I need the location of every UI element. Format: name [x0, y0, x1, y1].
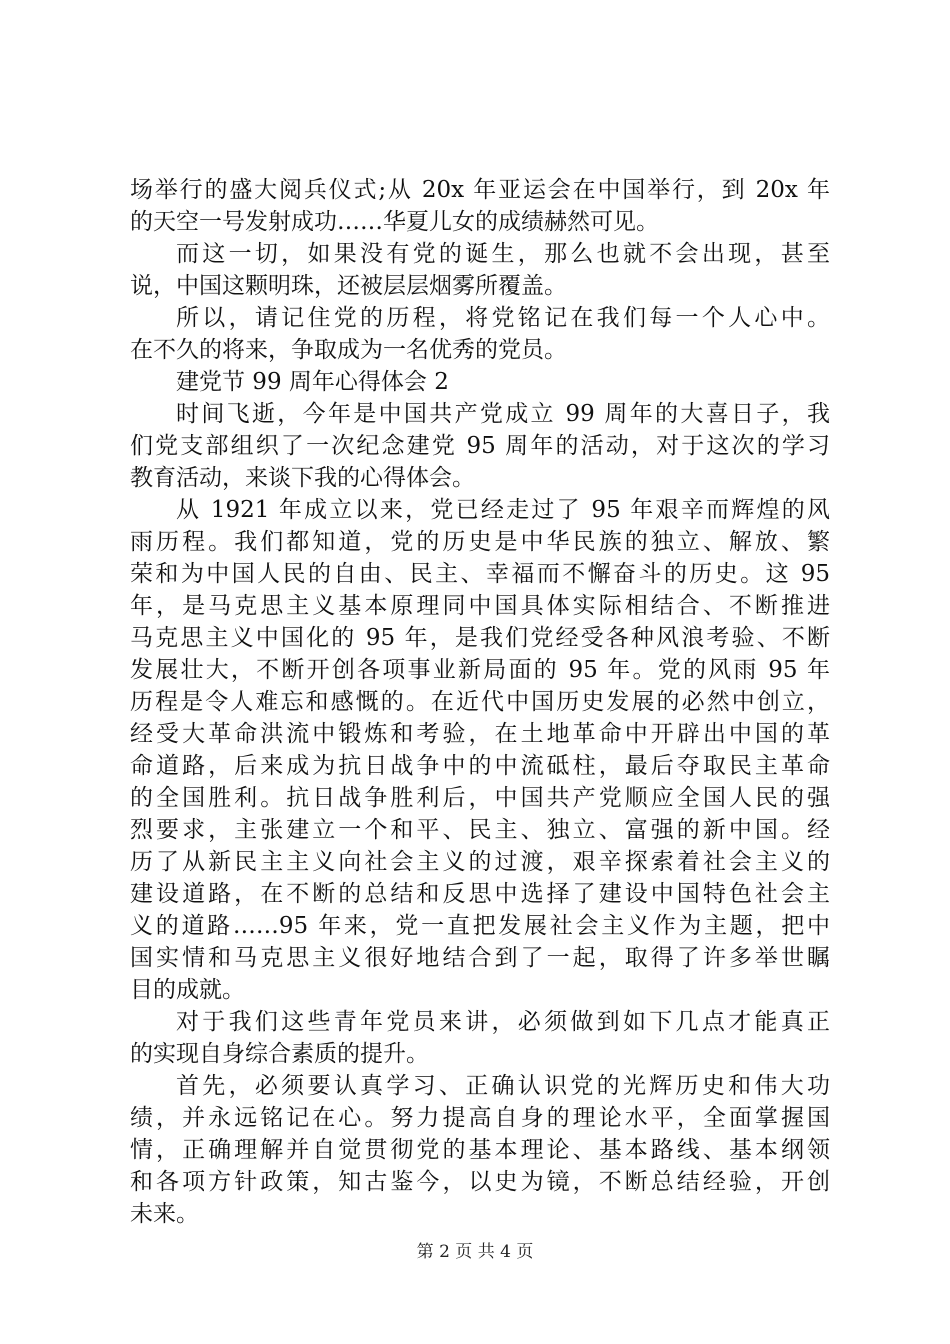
text-line: 荣和为中国人民的自由、民主、幸福而不懈奋斗的历史。这 95	[130, 561, 830, 587]
text-line: 发展壮大，不断开创各项事业新局面的 95 年。党的风雨 95 年	[130, 657, 830, 683]
text-line: 所以，请记住党的历程，将党铭记在我们每一个人心中。	[176, 305, 830, 331]
text-line: 义的道路……95 年来，党一直把发展社会主义作为主题，把中	[130, 913, 830, 939]
text-line: 从 1921 年成立以来，党已经走过了 95 年艰辛而辉煌的风	[176, 497, 830, 523]
text-line: 时间飞逝，今年是中国共产党成立 99 周年的大喜日子，我	[176, 401, 830, 427]
text-line: 烈要求，主张建立一个和平、民主、独立、富强的新中国。经	[130, 817, 830, 843]
text-line: 历了从新民主主义向社会主义的过渡，艰辛探索着社会主义的	[130, 849, 830, 875]
text-line: 经受大革命洪流中锻炼和考验，在土地革命中开辟出中国的革	[130, 721, 830, 747]
page-footer: 第 2 页 共 4 页	[416, 1242, 534, 1262]
text-line: 绩，并永远铭记在心。努力提高自身的理论水平，全面掌握国	[130, 1105, 830, 1131]
text-line: 说，中国这颗明珠，还被层层烟雾所覆盖。	[130, 273, 567, 299]
text-line: 的天空一号发射成功……华夏儿女的成绩赫然可见。	[130, 209, 659, 235]
document-body	[130, 174, 830, 1230]
text-line: 和各项方针政策，知古鉴今，以史为镜，不断总结经验，开创	[130, 1169, 830, 1195]
text-line: 而这一切，如果没有党的诞生，那么也就不会出现，甚至	[176, 241, 830, 267]
text-line: 的全国胜利。抗日战争胜利后，中国共产党顺应全国人民的强	[130, 785, 830, 811]
text-line: 场举行的盛大阅兵仪式;从 20x 年亚运会在中国举行，到 20x 年	[130, 177, 830, 203]
text-line: 教育活动，来谈下我的心得体会。	[130, 465, 475, 491]
text-line: 马克思主义中国化的 95 年，是我们党经受各种风浪考验、不断	[130, 625, 830, 651]
text-line: 们党支部组织了一次纪念建党 95 周年的活动，对于这次的学习	[130, 433, 830, 459]
text-line: 首先，必须要认真学习、正确认识党的光辉历史和伟大功	[176, 1073, 830, 1099]
text-line: 建党节 99 周年心得体会 2	[176, 369, 449, 395]
text-line: 国实情和马克思主义很好地结合到了一起，取得了许多举世瞩	[130, 945, 830, 971]
text-line: 雨历程。我们都知道，党的历史是中华民族的独立、解放、繁	[130, 529, 830, 555]
text-line: 未来。	[130, 1201, 199, 1227]
text-line: 命道路，后来成为抗日战争中的中流砥柱，最后夺取民主革命	[130, 753, 830, 779]
text-line: 历程是令人难忘和感慨的。在近代中国历史发展的必然中创立，	[130, 689, 830, 715]
text-line: 目的成就。	[130, 977, 245, 1003]
text-line: 建设道路，在不断的总结和反思中选择了建设中国特色社会主	[130, 881, 830, 907]
text-line: 的实现自身综合素质的提升。	[130, 1041, 429, 1067]
text-line: 情，正确理解并自觉贯彻党的基本理论、基本路线、基本纲领	[130, 1137, 830, 1163]
text-line: 对于我们这些青年党员来讲，必须做到如下几点才能真正	[176, 1009, 830, 1035]
text-line: 年，是马克思主义基本原理同中国具体实际相结合、不断推进	[130, 593, 830, 619]
text-line: 在不久的将来，争取成为一名优秀的党员。	[130, 337, 567, 363]
